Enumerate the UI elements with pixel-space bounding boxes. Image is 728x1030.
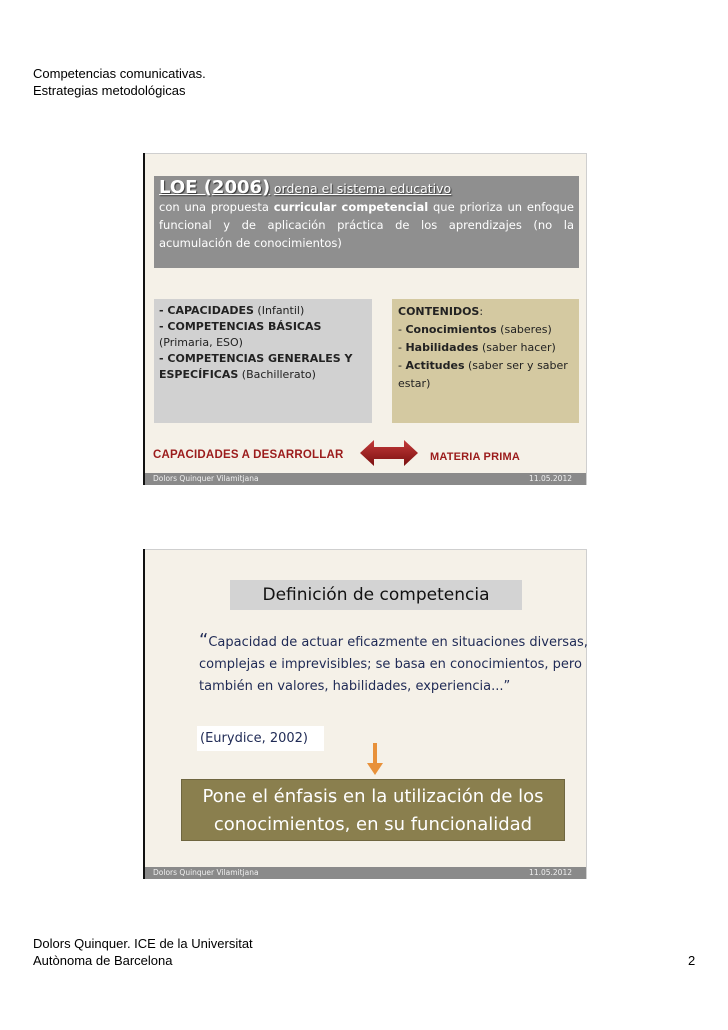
slide-footer-author: Dolors Quinquer Vilamitjana xyxy=(153,474,259,483)
slide-footer-date: 11.05.2012 xyxy=(529,474,572,483)
capacidades-box xyxy=(154,299,372,423)
slide-footer-date: 11.05.2012 xyxy=(529,868,572,877)
cap-item: - COMPETENCIAS GENERALES Y ESPECÍFICAS (Bachillerato) xyxy=(159,352,353,381)
contenidos-item: - Conocimientos (saberes) xyxy=(398,323,552,336)
arrow-down-icon xyxy=(367,743,383,775)
page-number: 2 xyxy=(688,953,696,968)
loe-body: con una propuesta curricular competencial que prioriza un enfoque funcional y de aplicación práctica de los aprendizajes (no la acumulación de conocimientos) xyxy=(159,200,574,250)
enfasis-box: Pone el énfasis en la utilización de los conocimientos, en su funcionalidad xyxy=(181,779,565,841)
definicion-quote xyxy=(199,630,589,698)
contenidos-title: CONTENIDOS: xyxy=(398,305,484,318)
slide-footer-author: Dolors Quinquer Vilamitjana xyxy=(153,868,259,877)
contenidos-item: - Actitudes (saber ser y saber estar) xyxy=(398,359,568,390)
slide-loe xyxy=(145,153,587,485)
page-footer xyxy=(33,935,253,969)
contenidos-item: - Habilidades (saber hacer) xyxy=(398,341,556,354)
page-header xyxy=(33,65,206,99)
quote-mark: “ xyxy=(199,630,209,651)
loe-box xyxy=(154,176,579,268)
cap-item: - CAPACIDADES (Infantil) xyxy=(159,304,305,317)
header-line-2: Estrategias metodológicas xyxy=(33,83,186,98)
materia-prima-label: MATERIA PRIMA xyxy=(430,451,520,463)
cap-item: - COMPETENCIAS BÁSICAS (Primaria, ESO) xyxy=(159,320,322,349)
slide-definicion xyxy=(145,549,587,879)
slide-footer xyxy=(145,473,586,485)
definicion-title: Definición de competencia xyxy=(230,580,522,610)
footer-line-1: Dolors Quinquer. ICE de la Universitat xyxy=(33,936,253,951)
double-arrow-icon xyxy=(360,440,418,466)
contenidos-box xyxy=(392,299,579,423)
footer-line-2: Autònoma de Barcelona xyxy=(33,953,173,968)
quote-citation: (Eurydice, 2002) xyxy=(197,726,324,751)
slide-footer xyxy=(145,867,586,879)
quote-text: Capacidad de actuar eficazmente en situaciones diversas, complejas e imprevisibles; se basa en conocimientos, pero también en valores, habilidades, experiencia...” xyxy=(199,635,588,694)
loe-title: LOE (2006) xyxy=(159,177,271,198)
capacidades-label: CAPACIDADES A DESARROLLAR xyxy=(153,449,344,461)
header-line-1: Competencias comunicativas. xyxy=(33,66,206,81)
loe-subtitle: ordena el sistema educativo xyxy=(273,181,452,196)
